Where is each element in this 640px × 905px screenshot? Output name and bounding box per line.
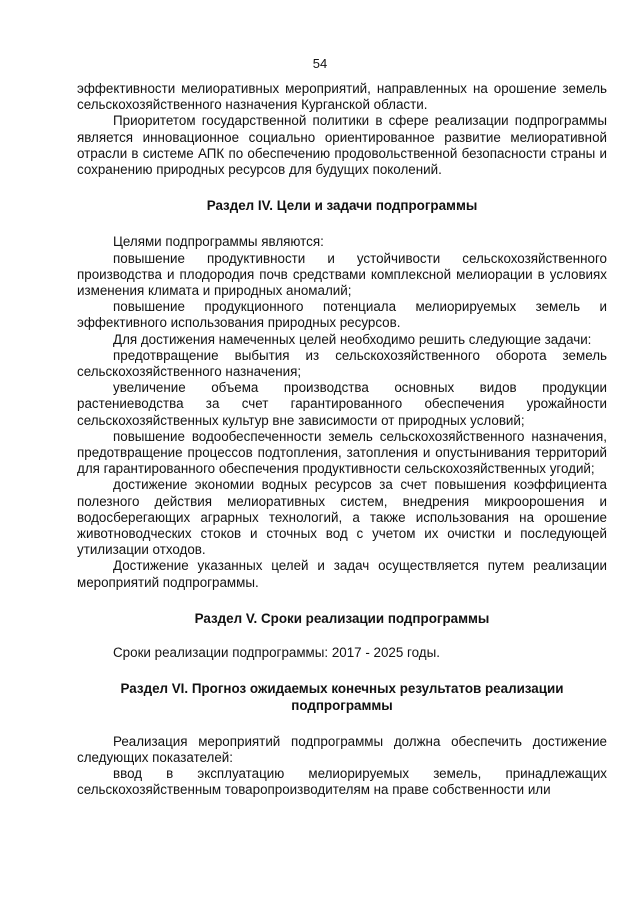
paragraph-task-1: предотвращение выбытия из сельскохозяйственного оборота земель сельскохозяйственного назначения; (77, 347, 607, 380)
section-vi-heading: Раздел VI. Прогноз ожидаемых конечных результатов реализации подпрограммы (120, 681, 564, 713)
paragraph-goals-achievement: Достижение указанных целей и задач осуществляется путем реализации мероприятий подпрограммы. (77, 558, 607, 590)
paragraph-task-2: увеличение объема производства основных видов продукции растениеводства за счет гарантированного обеспечения урожайности сельскохозяйственных культур вне зависимости от природных условий; (77, 380, 607, 428)
paragraph-results-intro: Реализация мероприятий подпрограммы должна обеспечить достижение следующих показателей: (77, 733, 607, 765)
paragraph-task-4: достижение экономии водных ресурсов за счет повышения коэффициента полезного действия мелиоративных систем, внедрения микроорошения и водосберегающих аграрных технологий, а также использования на орошение животноводческих стоков и сточных вод с учетом их очистки и последующей утилизации отходов. (77, 477, 607, 558)
page-number: 54 (312, 56, 328, 71)
document-body (77, 81, 607, 799)
paragraph-result-1: ввод в эксплуатацию мелиорируемых земель, принадлежащих сельскохозяйственным товаропроизводителям на праве собственности или (77, 766, 607, 798)
paragraph-goal-1: повышение продуктивности и устойчивости сельскохозяйственного производства и плодородия почв средствами комплексной мелиорации в условиях изменения климата и природных аномалий; (77, 250, 607, 299)
paragraph-priority: Приоритетом государственной политики в сфере реализации подпрограммы является инновационное социально ориентированное развитие мелиоративной отрасли в системе АПК по обеспечению продовольственной безопасности страны и сохранению природных ресурсов для будущих поколений. (77, 113, 607, 178)
paragraph-goal-2: повышение продукционного потенциала мелиорируемых земель и эффективного использования природных ресурсов. (77, 299, 607, 331)
paragraph-timeline: Сроки реализации подпрограммы: 2017 - 2025 годы. (113, 645, 440, 661)
section-iv-heading: Раздел IV. Цели и задачи подпрограммы (206, 198, 478, 214)
paragraph-task-3: повышение водообеспеченности земель сельскохозяйственного назначения, предотвращение процессов подтопления, затопления и опустынивания территорий для гарантированного обеспечения продуктивности сельскохозяйственных угодий; (77, 428, 607, 477)
paragraph-goals-intro: Целями подпрограммы являются: (113, 234, 324, 250)
section-v-heading: Раздел V. Сроки реализации подпрограммы (194, 610, 490, 626)
paragraph-intro-end: эффективности мелиоративных мероприятий, направленных на орошение земель сельскохозяйственного назначения Курганской области. (77, 81, 607, 113)
paragraph-tasks-intro: Для достижения намеченных целей необходимо решить следующие задачи: (113, 331, 592, 347)
